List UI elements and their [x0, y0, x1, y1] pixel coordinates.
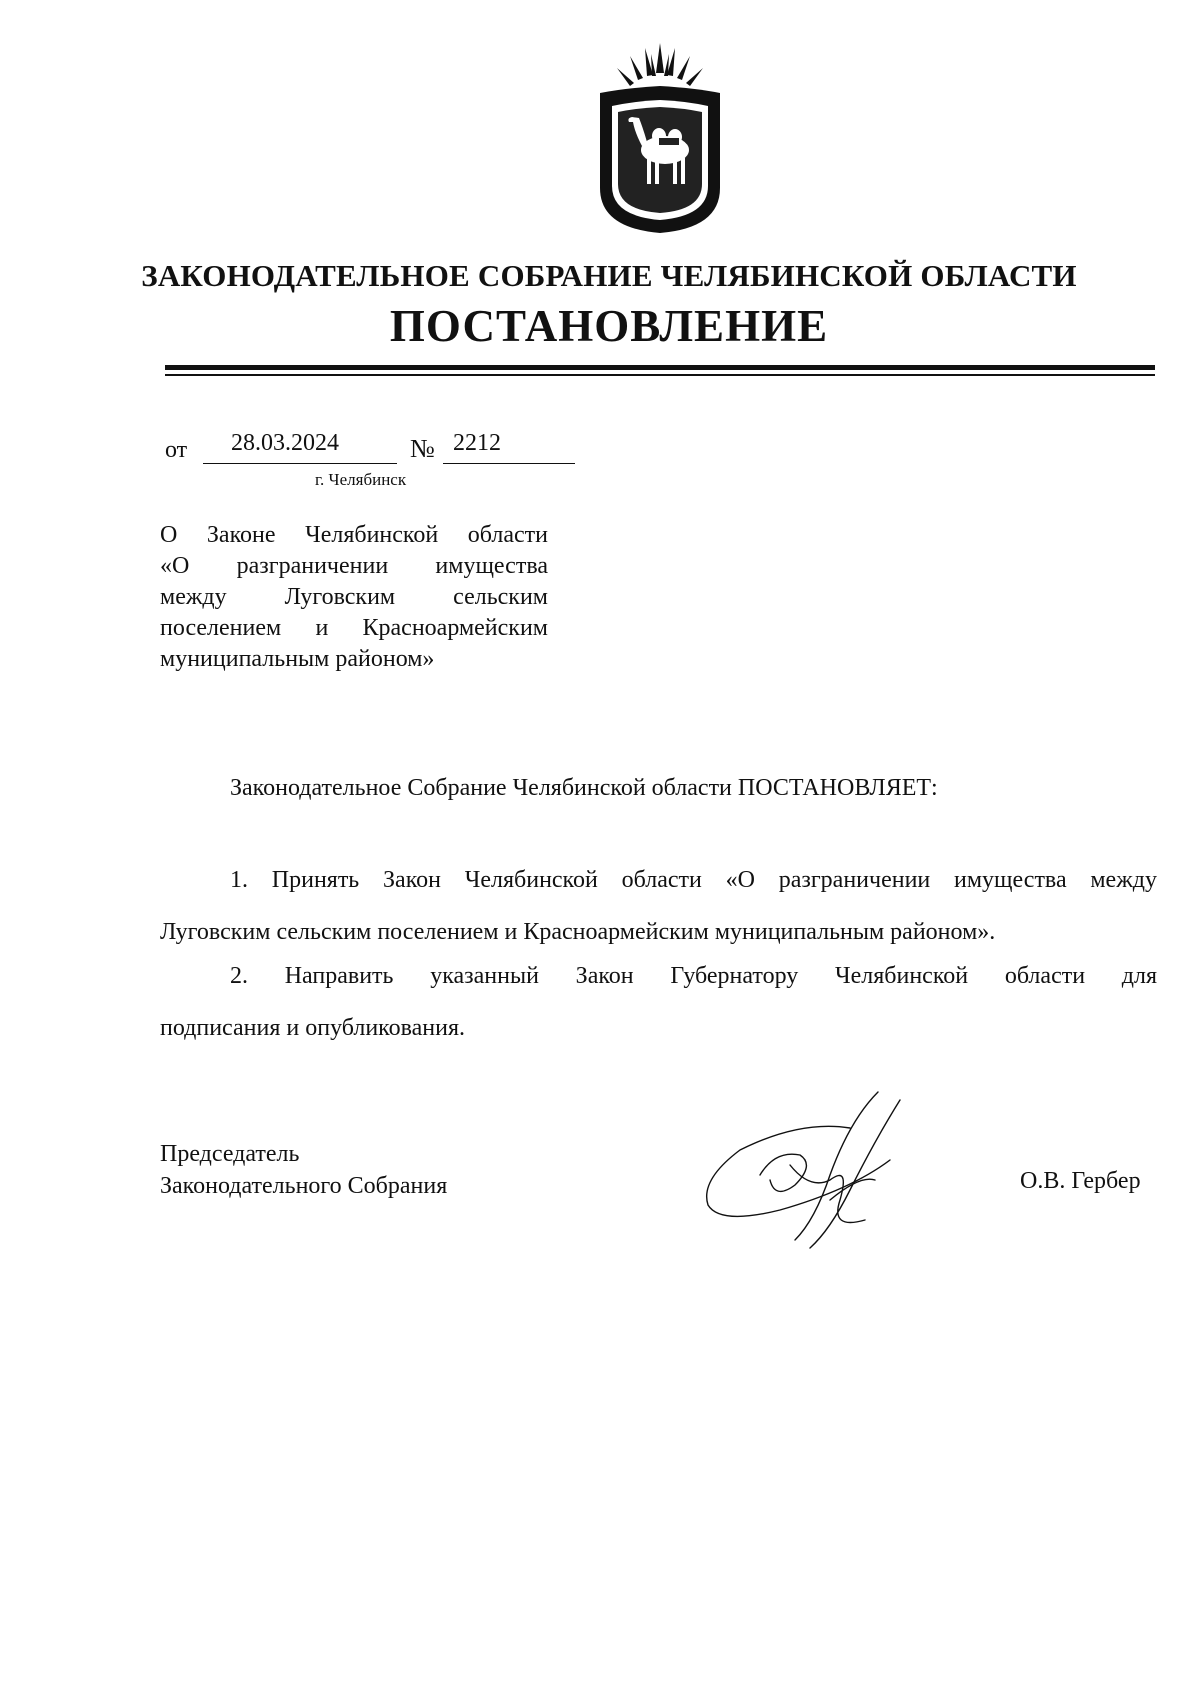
subject-line: между Луговским сельским: [160, 584, 548, 610]
organization-name: ЗАКОНОДАТЕЛЬНОЕ СОБРАНИЕ ЧЕЛЯБИНСКОЙ ОБЛАСТИ: [141, 258, 1077, 293]
resolution-item-1: [160, 854, 1157, 958]
header-rule-thick: [165, 365, 1155, 370]
resolution-preamble: Законодательное Собрание Челябинской области ПОСТАНОВЛЯЕТ:: [230, 775, 938, 801]
handwritten-signature-icon: [700, 1080, 940, 1255]
subject-line: «О разграничении имущества: [160, 553, 548, 579]
document-number: 2212: [443, 428, 575, 464]
signatory-name: О.В. Гербер: [1020, 1168, 1141, 1194]
resolution-item-2: [160, 950, 1157, 1054]
subject-line: О Законе Челябинской области: [160, 522, 548, 548]
number-sign-label: №: [410, 434, 435, 463]
item-continuation: Луговским сельским поселением и Красноармейским муниципальным районом».: [160, 919, 996, 945]
document-date: 28.03.2024: [203, 428, 397, 464]
signatory-role: [160, 1138, 447, 1202]
header-rule-thin: [165, 374, 1155, 376]
item-first-line: 1. Принять Закон Челябинской области «О разграничении имущества между: [230, 867, 1157, 893]
signatory-role-line: Председатель: [160, 1141, 300, 1167]
signatory-role-line: Законодательного Собрания: [160, 1173, 448, 1199]
item-continuation: подписания и опубликования.: [160, 1015, 466, 1041]
document-city: г. Челябинск: [315, 470, 407, 489]
coat-of-arms-icon: [585, 38, 735, 238]
item-first-line: 2. Направить указанный Закон Губернатору Челябинской области для: [230, 963, 1157, 989]
subject-line: муниципальным районом»: [160, 646, 435, 672]
document-type-title: ПОСТАНОВЛЕНИЕ: [389, 301, 829, 351]
date-prefix-label: от: [165, 437, 188, 463]
document-subject: [160, 520, 548, 675]
subject-line: поселением и Красноармейским: [160, 615, 548, 641]
